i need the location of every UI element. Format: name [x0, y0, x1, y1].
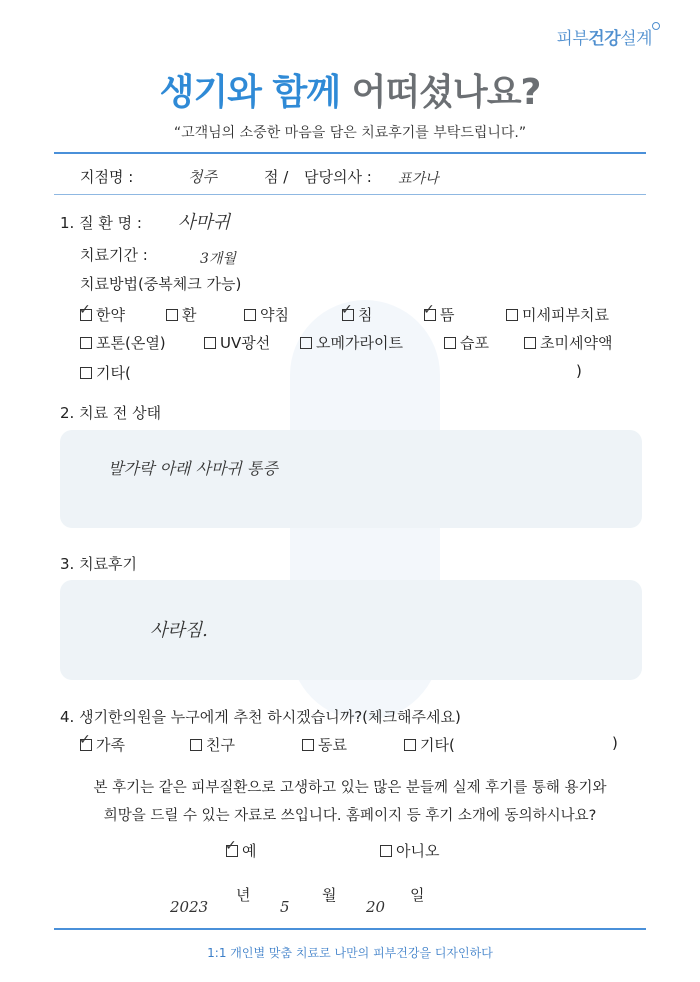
checkbox[interactable]: [80, 367, 92, 379]
checkbox-checked[interactable]: ✓: [80, 739, 92, 751]
option-pill[interactable]: 환: [166, 304, 197, 325]
checkbox-checked[interactable]: ✓: [342, 309, 354, 321]
brand-dot-icon: [652, 22, 660, 30]
date-day-label: 일: [410, 886, 425, 904]
disease-label: 1. 질 환 명 :: [60, 214, 142, 232]
recommend-other[interactable]: 기타(: [404, 734, 455, 755]
method-label: 치료방법(중복체크 가능): [80, 275, 242, 293]
consent-no[interactable]: 아니오: [380, 840, 439, 861]
section3-label: 3. 치료후기: [60, 555, 138, 573]
option-micro-skin[interactable]: 미세피부치료: [506, 304, 609, 325]
recommend-friend[interactable]: 친구: [190, 734, 235, 755]
doctor-label: 담당의사 :: [304, 168, 372, 186]
branch-label: 지점명 :: [80, 168, 134, 186]
option-other-close: ): [576, 362, 582, 380]
doctor-value[interactable]: 표가나: [398, 171, 439, 187]
checkbox-checked[interactable]: ✓: [226, 845, 238, 857]
consent-line-1: 본 후기는 같은 피부질환으로 고생하고 있는 많은 분들께 실제 후기를 통해 용기와: [93, 780, 607, 796]
consent-line-2: 희망을 드릴 수 있는 자료로 쓰입니다. 홈페이지 등 후기 소개에 동의하시나요?: [103, 808, 597, 824]
date-day[interactable]: 20: [366, 898, 386, 916]
footer-tagline: 1:1 개인별 맞춤 치료로 나만의 피부건강을 디자인하다: [207, 946, 493, 960]
review-text: 사라짐.: [150, 620, 208, 641]
option-uv[interactable]: UV광선: [204, 332, 270, 353]
section4-label: 4. 생기한의원을 누구에게 추천 하시겠습니까?(체크해주세요): [60, 708, 461, 726]
recommend-other-close: ): [612, 734, 618, 752]
checkbox[interactable]: [444, 337, 456, 349]
checkbox[interactable]: [302, 739, 314, 751]
checkbox[interactable]: [380, 845, 392, 857]
checkbox[interactable]: [244, 309, 256, 321]
header-bottom-rule: [54, 194, 646, 195]
option-other[interactable]: 기타(: [80, 362, 131, 383]
consent-yes[interactable]: ✓ 예: [225, 838, 257, 860]
checkbox[interactable]: [190, 739, 202, 751]
option-pharmacopuncture[interactable]: 약침: [244, 304, 289, 325]
period-label: 치료기간 :: [80, 246, 148, 264]
disease-value[interactable]: 사마귀: [178, 212, 231, 233]
review-box[interactable]: [60, 580, 642, 680]
date-year[interactable]: 2023: [170, 898, 209, 916]
option-herbal[interactable]: ✓ 한약: [79, 302, 125, 324]
checkbox[interactable]: [204, 337, 216, 349]
before-state-text: 발가락 아래 사마귀 통증: [108, 459, 278, 478]
branch-suffix: 점 /: [264, 168, 289, 186]
checkbox[interactable]: [166, 309, 178, 321]
date-month[interactable]: 5: [280, 898, 290, 916]
page-title: 생기와 함께 어떠셨나요?: [159, 72, 541, 113]
header-top-rule: [54, 152, 646, 154]
recommend-family[interactable]: ✓ 가족: [79, 732, 125, 754]
checkbox[interactable]: [506, 309, 518, 321]
subtitle: “고객님의 소중한 마음을 담은 치료후기를 부탁드립니다.”: [173, 125, 527, 141]
section2-label: 2. 치료 전 상태: [60, 404, 162, 422]
option-photon[interactable]: 포톤(온열): [80, 332, 166, 353]
option-compress[interactable]: 습포: [444, 332, 489, 353]
option-moxibustion[interactable]: ✓ 뜸: [423, 302, 455, 324]
checkbox[interactable]: [300, 337, 312, 349]
date-year-label: 년: [236, 886, 251, 904]
option-ultrafine-solution[interactable]: 초미세약액: [524, 332, 612, 353]
date-month-label: 월: [322, 886, 337, 904]
checkbox-checked[interactable]: ✓: [80, 309, 92, 321]
checkbox-checked[interactable]: ✓: [424, 309, 436, 321]
brand-logo: 피부건강설계: [556, 29, 652, 49]
recommend-colleague[interactable]: 동료: [302, 734, 347, 755]
before-state-box[interactable]: [60, 430, 642, 528]
footer-rule: [54, 928, 646, 930]
checkbox[interactable]: [524, 337, 536, 349]
branch-value[interactable]: 청주: [188, 168, 217, 186]
checkbox[interactable]: [80, 337, 92, 349]
checkbox[interactable]: [404, 739, 416, 751]
period-value[interactable]: 3개월: [200, 251, 236, 267]
option-acupuncture[interactable]: ✓ 침: [341, 302, 373, 324]
option-omega-light[interactable]: 오메가라이트: [300, 332, 403, 353]
